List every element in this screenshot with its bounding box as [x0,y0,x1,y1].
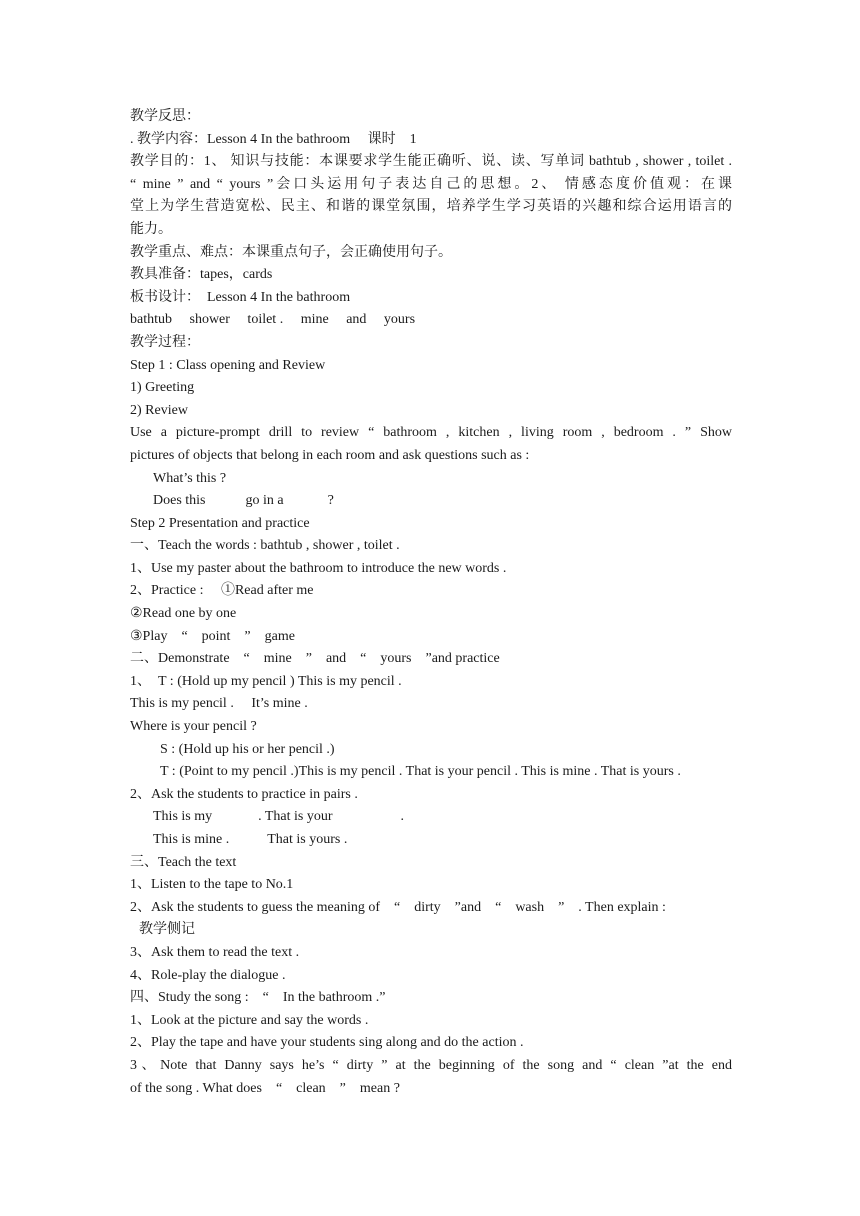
study-the-song: 四、Study the song : “ In the bathroom .” [130,990,386,1006]
side-note: 教学侧记 [139,922,195,938]
practice: 2、Practice : ①Read after me [130,583,314,599]
process-heading: 教学过程： [130,334,200,350]
yours-part: That is yours . [267,832,348,847]
play-point-game: ③Play “ point ” game [130,628,295,644]
blackboard-words: bathtub shower toilet . mine and yours [130,312,416,328]
teaching-aims-line-1: 教学目的：1、 知识与技能：本课要求学生能正确听、说、读、写单词 bathtub , shower , toilet . [130,154,732,170]
does-this-part-3: ? [327,493,334,509]
reflection-heading: 教学反思： [130,109,200,124]
teaching-aims-line-4: 能力。 [130,221,172,237]
pairs-part-1: This is my [153,809,213,825]
teaching-aims-line-3: 堂上为学生营造宽松、民主、和谐的课堂氛围，培养学生学习英语的兴趣和综合运用语言的 [130,199,732,215]
teaching-content: . 教学内容：Lesson 4 In the bathroom 课时 1 [130,131,417,147]
blackboard-design: 板书设计： Lesson 4 In the bathroom [130,289,351,305]
use-paster: 1、Use my paster about the bathroom to introduce the new words . [130,560,507,576]
mine-part: This is mine . [153,832,230,847]
read-one-by-one: ②Read one by one [130,606,237,622]
does-this-part-2: go in a [245,493,284,509]
read-the-text: 3、Ask them to read the text . [130,944,300,960]
student-hold-pencil: S : (Hold up his or her pencil .) [160,741,335,757]
teaching-aims-line-2: “ mine ” and “ yours ”会口头运用句子表达自己的思想。2、 情感态度价值观：在课 [130,176,732,192]
this-is-my-pencil: This is my pencil . It’s mine . [130,696,308,712]
key-points: 教学重点、难点：本课重点句子，会正确使用句子。 [130,244,452,260]
pairs-part-3: . [400,809,405,825]
demonstrate: 二、Demonstrate “ mine ” and “ yours ”and practice [130,651,500,667]
note-danny-line-1: 3、Note that Danny says he’s “ dirty ” at the beginning of the song and “ clean ”at the end [130,1057,732,1073]
where-is-your-pencil: Where is your pencil ? [130,719,257,735]
review: 2) Review [130,402,188,418]
question-does-this [130,490,732,513]
teaching-aids: 教具准备：tapes，cards [130,267,273,283]
mine-yours-sentence [130,829,732,852]
review-instruction-line-2: pictures of objects that belong in each room and ask questions such as : [130,447,530,463]
question-whats-this: What’s this ? [153,470,227,486]
pairs-part-2: . That is your [258,809,333,825]
pairs-sentence [130,806,732,829]
teacher-hold-pencil: 1、 T : (Hold up my pencil ) This is my pencil . [130,673,402,689]
practice-in-pairs: 2、Ask the students to practice in pairs . [130,786,358,802]
teacher-point-pencil: T : (Point to my pencil .)This is my pencil . That is your pencil . This is mine . That is yours . [160,764,681,780]
step-1-heading: Step 1 : Class opening and Review [130,357,326,373]
greeting: 1) Greeting [130,380,195,396]
lesson-plan-text [130,106,732,1100]
step-2-heading: Step 2 Presentation and practice [130,515,310,531]
play-tape-sing: 2、Play the tape and have your students sing along and do the action . [130,1035,524,1051]
note-danny-line-2: of the song . What does “ clean ” mean ? [130,1080,400,1096]
look-and-say: 1、Look at the picture and say the words . [130,1012,369,1028]
does-this-part-1: Does this [153,493,206,509]
listen-to-tape: 1、Listen to the tape to No.1 [130,877,294,893]
guess-meaning: 2、Ask the students to guess the meaning of “ dirty ”and “ wash ” . Then explain : [130,899,666,915]
teach-words: 一、Teach the words : bathtub , shower , toilet . [130,538,400,554]
review-instruction-line-1: Use a picture-prompt drill to review “ bathroom , kitchen , living room , bedroom . ” Show [130,425,732,441]
teach-text: 三、Teach the text [130,854,237,870]
role-play: 4、Role-play the dialogue . [130,967,286,983]
